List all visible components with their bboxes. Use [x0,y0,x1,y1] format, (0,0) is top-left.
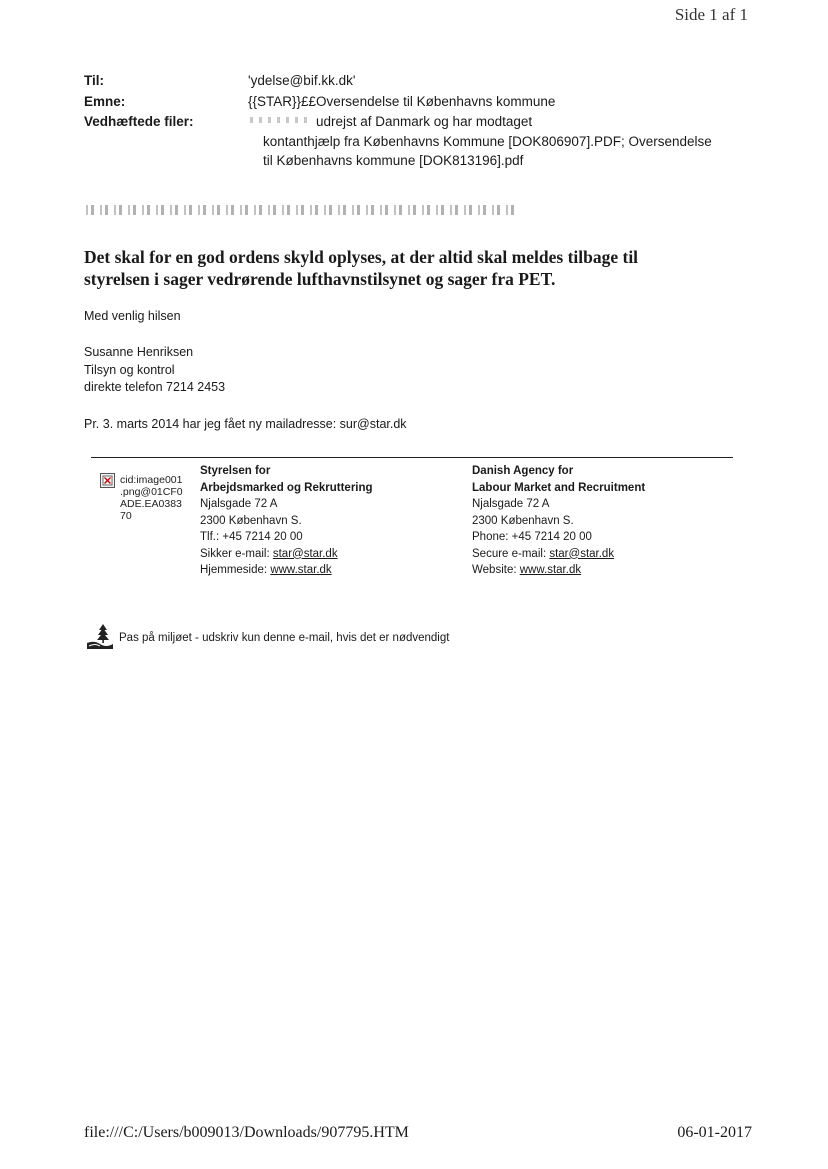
subject-label: Emne: [84,94,126,109]
scan-smudge [250,117,310,123]
attachments-label: Vedhæftede filer: [84,114,194,129]
scan-cut-line [86,205,516,215]
new-email-note: Pr. 3. marts 2014 har jeg fået ny mailadresse: sur@star.dk [84,417,407,431]
notice-paragraph [84,246,638,290]
email-link-da[interactable]: star@star.dk [272,547,338,560]
sender-phone: direkte telefon 7214 2453 [84,380,226,394]
image-caption: cid:image001 .png@01CF0 ADE.EA0383 70 [120,474,183,522]
signature-divider [91,457,733,458]
subject-value: {{STAR}}££Oversendelse til Københavns kommune [248,94,556,109]
website-link-da[interactable]: www.star.dk [270,564,332,576]
attachments-line-2: kontanthjælp fra Københavns Kommune [DOK806907].PDF; Oversendelse [263,134,712,149]
website-link-en[interactable]: www.star.dk [519,564,582,576]
greeting: Med venlig hilsen [84,309,181,323]
email-link-en[interactable]: star@star.dk [549,547,615,560]
eco-note: Pas på miljøet - udskriv kun denne e-mail, hvis det er nødvendigt [119,632,450,644]
to-value: 'ydelse@bif.kk.dk' [248,73,356,88]
sender-name: Susanne Henriksen [84,345,194,359]
sender-department: Tilsyn og kontrol [84,363,175,377]
broken-image-icon [100,473,115,488]
footer-date: 06-01-2017 [677,1124,752,1141]
signature-danish: Styrelsen for Arbejdsmarked og Rekruttering Njalsgade 72 A 2300 København S. Tlf.: +45 7214 20 00 Sikker e-mail: star@star.dk Hjemmeside: www.star.dk [200,465,373,576]
tree-icon [86,622,114,650]
notice-line-2: styrelsen i sager vedrørende lufthavnstilsynet og sager fra PET. [84,269,556,289]
footer-file-path: file:///C:/Users/b009013/Downloads/907795.HTM [84,1124,409,1141]
page-number: Side 1 af 1 [674,5,748,24]
signature-english: Danish Agency for Labour Market and Recruitment Njalsgade 72 A 2300 København S. Phone: +45 7214 20 00 Secure e-mail: star@star.dk Website: www.star.dk [472,465,646,576]
attachments-line-1: udrejst af Danmark og har modtaget [316,114,533,129]
notice-line-1: Det skal for en god ordens skyld oplyses, at der altid skal meldes tilbage til [84,247,639,267]
attachments-line-3: til Københavns kommune [DOK813196].pdf [263,153,524,168]
to-label: Til: [84,73,104,88]
